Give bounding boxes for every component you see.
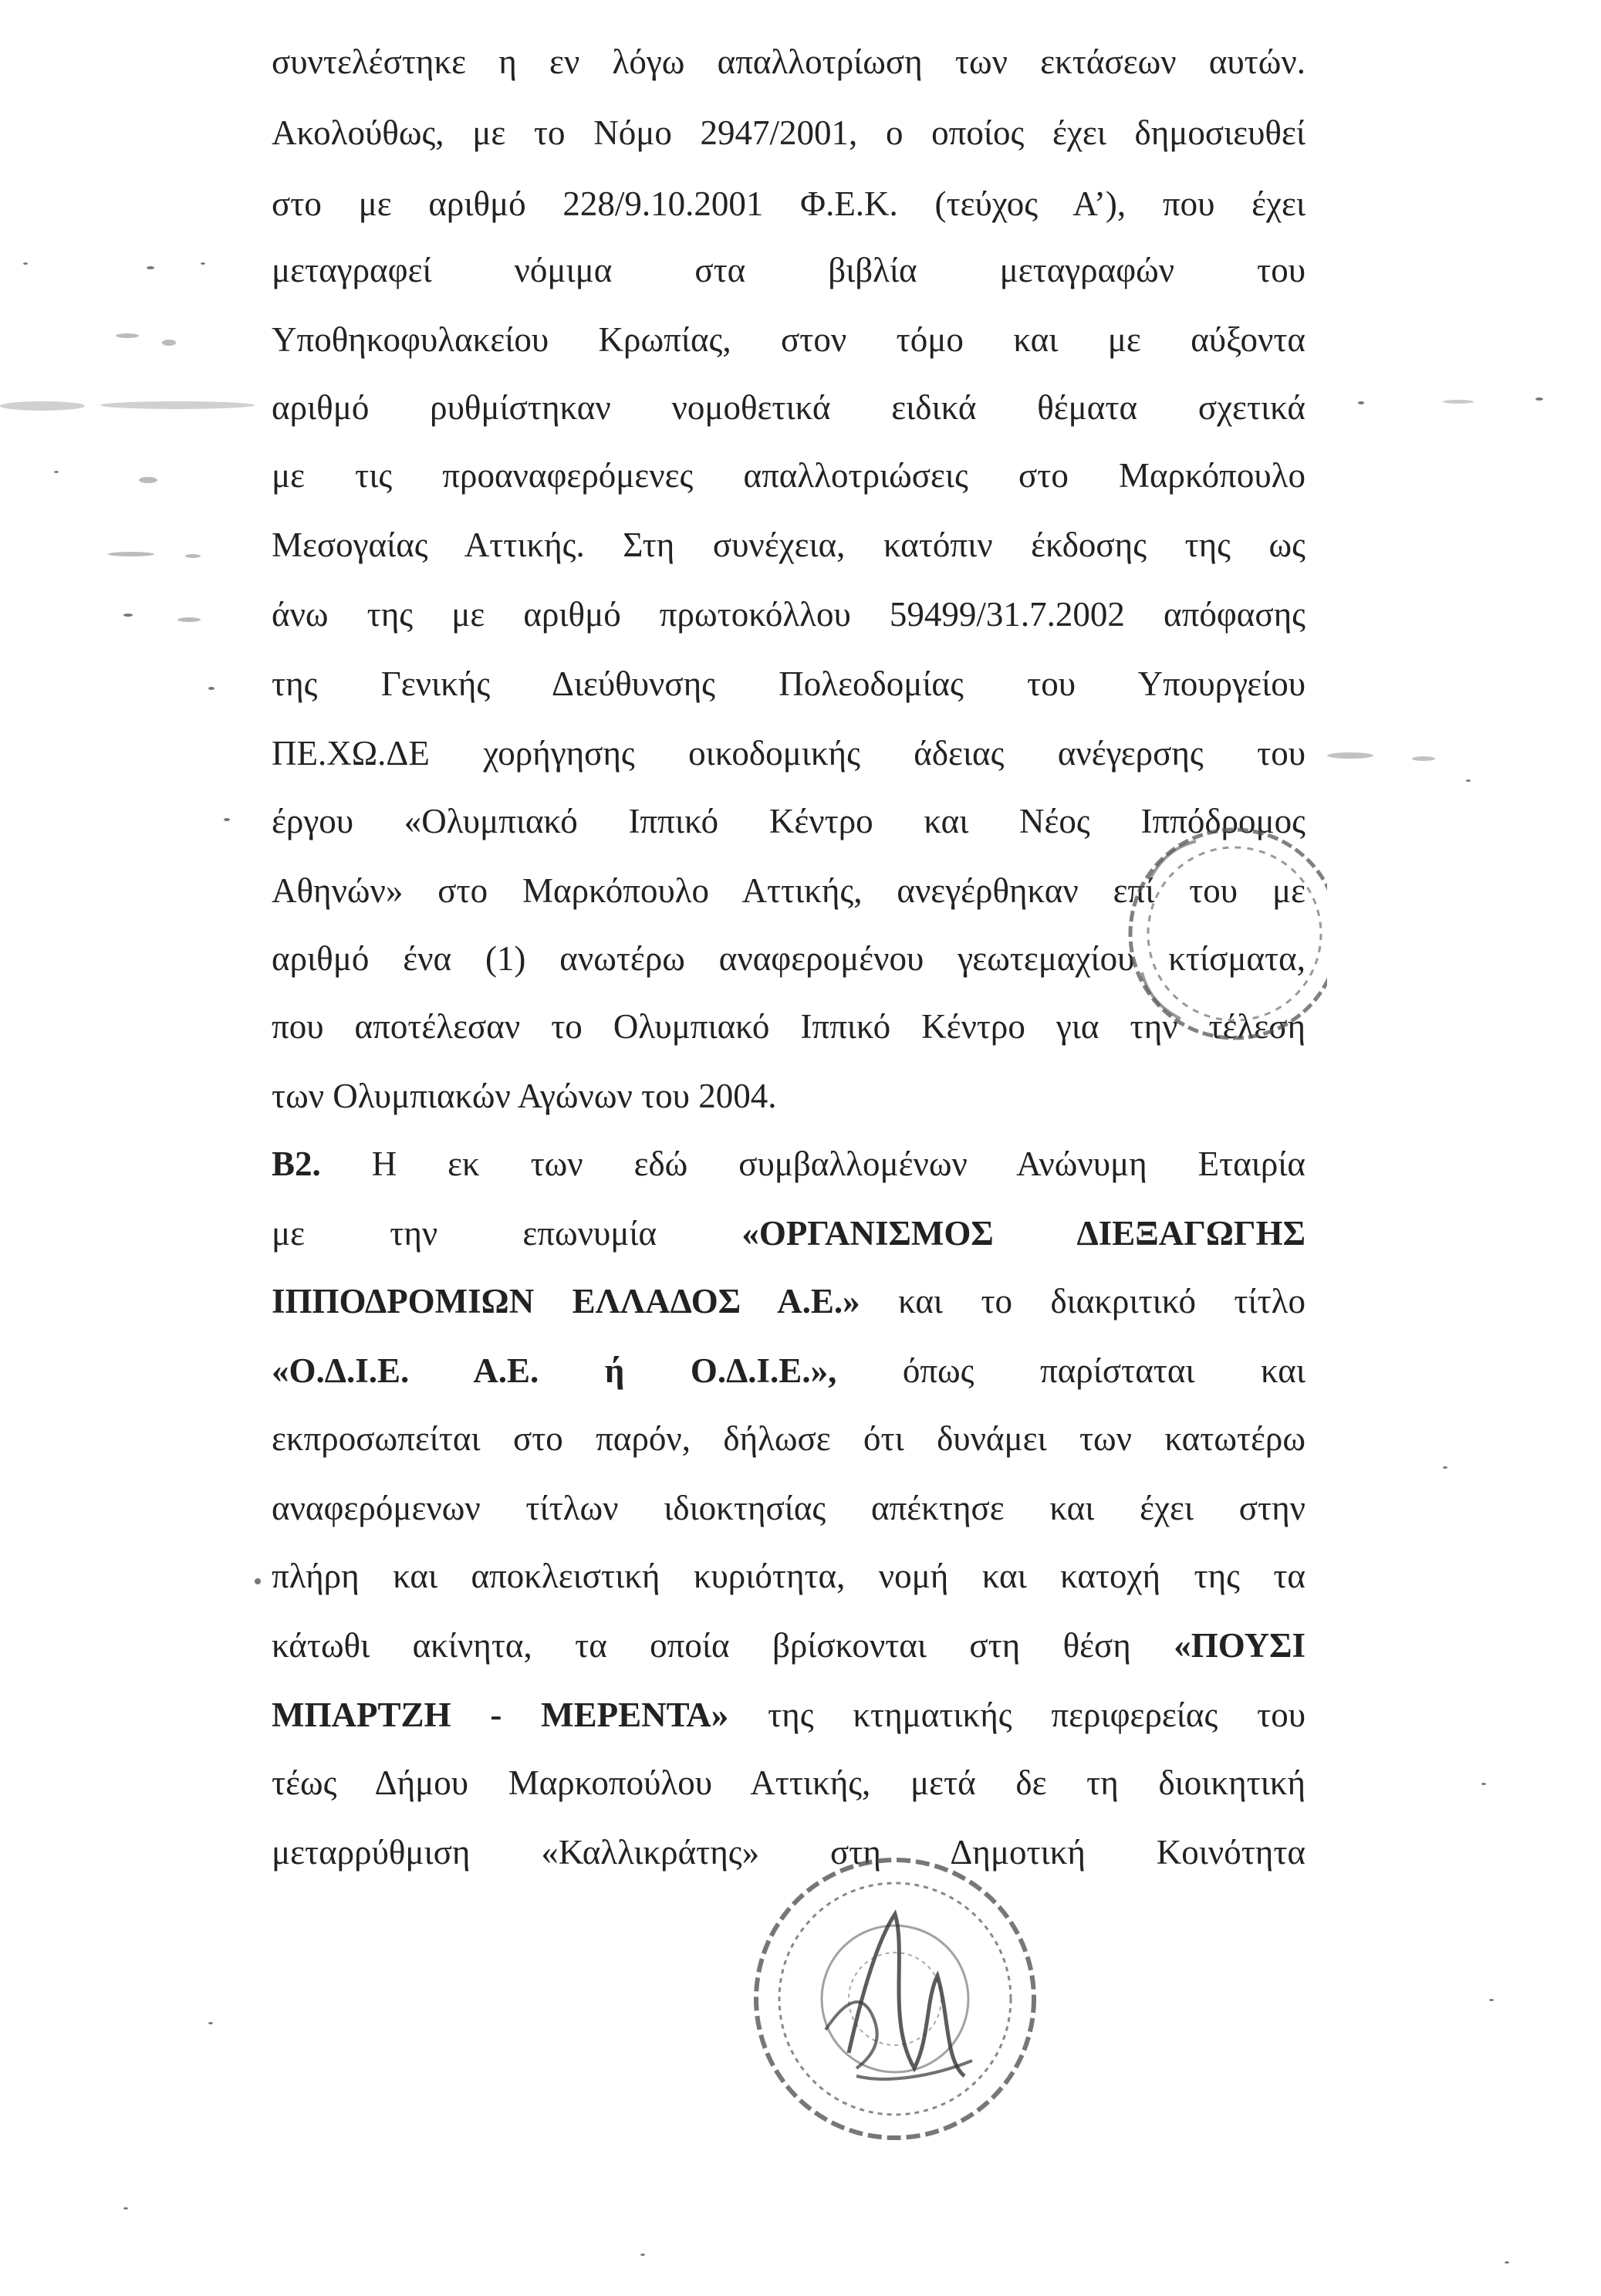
scan-speckle [147,266,154,269]
scan-speckle [177,617,201,622]
text-line: άνω της με αριθμό πρωτοκόλλου 59499/31.7.2002 απόφασης [272,595,1305,634]
scan-speckle [1327,752,1373,759]
scan-speckle [224,818,230,821]
location-name-bold: ΜΠΑΡΤΖΗ - ΜΕΡΕΝΤΑ» [272,1696,729,1734]
scan-speckle [1481,1783,1486,1785]
scan-speckle [640,2254,645,2256]
scan-speckle [201,262,205,265]
scan-speckle [208,2022,213,2024]
scan-speckle [23,262,28,265]
section-b2-line [272,1348,1305,1394]
section-b2-line: αναφερόμενων τίτλων ιδιοκτησίας απέκτησε και έχει στην [272,1489,1305,1527]
scan-speckle [123,2207,128,2210]
section-b2-line [272,1692,1305,1738]
scan-speckle [139,477,157,483]
section-label: Β2. [272,1145,321,1183]
scan-speckle [1489,1999,1494,2001]
section-b2-line: μεταρρύθμιση «Καλλικράτης» στη Δημοτική Κοινότητα [272,1833,1305,1872]
scan-speckle [1505,2261,1509,2264]
text-line: συντελέστηκε η εν λόγω απαλλοτρίωση των εκτάσεων αυτών. [272,42,1305,81]
scan-speckle [100,401,255,409]
text-line: έργου «Ολυμπιακό Ιππικό Κέντρο και Νέος Ιππόδρομος [272,802,1305,840]
text-line: Μεσογαίας Αττικής. Στη συνέχεια, κατόπιν έκδοσης της ως [272,526,1305,564]
section-text: με την επωνυμία [272,1214,657,1253]
section-b2-line [272,1210,1305,1256]
text-line: αριθμό ρυθμίστηκαν νομοθετικά ειδικά θέματα σχετικά [272,388,1305,427]
text-line: Αθηνών» στο Μαρκόπουλο Αττικής, ανεγέρθηκαν επί του με [272,871,1305,910]
scan-speckle [0,401,85,411]
section-text: Η εκ των εδώ συμβαλλομένων Ανώνυμη Εταιρία [371,1145,1305,1183]
section-b2-line [272,1278,1305,1324]
section-text: και το διακριτικό τίτλο [898,1282,1305,1320]
text-line: Υποθηκοφυλακείου Κρωπίας, στον τόμο και με αύξοντα [272,320,1305,359]
scan-speckle [208,687,214,690]
section-b2-line [272,1622,1305,1669]
section-text: της κτηματικής περιφερείας του [768,1696,1305,1734]
section-b2-line [272,1141,1305,1187]
scan-speckle [1443,1466,1447,1469]
section-text: όπως παρίσταται και [902,1351,1305,1390]
scan-speckle [1466,779,1471,782]
scan-speckle [162,340,176,346]
text-line: ΠΕ.ΧΩ.ΔΕ χορήγησης οικοδομικής άδειας ανέγερσης του [272,734,1305,773]
text-line: μεταγραφεί νόμιμα στα βιβλία μεταγραφών του [272,251,1305,289]
right-seal-stamp [1080,818,1327,1050]
text-line: Ακολούθως, με το Νόμο 2947/2001, ο οποίος έχει δημοσιευθεί [272,113,1305,152]
company-name-bold: «ΟΡΓΑΝΙΣΜΟΣ ΔΙΕΞΑΓΩΓΗΣ [741,1214,1305,1253]
text-line: με τις προαναφερόμενες απαλλοτριώσεις στο Μαρκόπουλο [272,456,1305,495]
text-line: της Γενικής Διεύθυνσης Πολεοδομίας του Υπουργείου [272,664,1305,703]
section-b2-line: πλήρη και αποκλειστική κυριότητα, νομή και κατοχή της τα [272,1557,1305,1595]
scan-speckle [1535,397,1543,401]
text-line: που αποτέλεσαν το Ολυμπιακό Ιππικό Κέντρο για την τέλεση [272,1007,1305,1046]
section-text: κάτωθι ακίνητα, τα οποία βρίσκονται στη θέση [272,1626,1131,1665]
scan-speckle [255,1578,261,1584]
scan-speckle [54,471,59,473]
bottom-seal-stamp [733,1845,1057,2153]
section-b2-line: τέως Δήμου Μαρκοπούλου Αττικής, μετά δε τη διοικητική [272,1763,1305,1802]
scan-speckle [123,614,133,617]
section-b2-line: εκπροσωπείται στο παρόν, δήλωσε ότι δυνάμει των κατωτέρω [272,1419,1305,1458]
scan-speckle [1412,756,1435,761]
scan-speckle [116,333,139,338]
company-name-bold: ΙΠΠΟΔΡΟΜΙΩΝ ΕΛΛΑΔΟΣ Α.Ε.» [272,1282,860,1320]
location-name-bold: «ΠΟΥΣΙ [1174,1626,1306,1665]
text-line: των Ολυμπιακών Αγώνων του 2004. [272,1077,777,1115]
scan-speckle [108,552,154,556]
text-line: στο με αριθμό 228/9.10.2001 Φ.Ε.Κ. (τεύχος Α’), που έχει [272,184,1305,223]
scan-speckle [185,554,201,558]
company-abbrev-bold: «Ο.Δ.Ι.Ε. Α.Ε. ή Ο.Δ.Ι.Ε.», [272,1351,837,1390]
text-line: αριθμό ένα (1) ανωτέρω αναφερομένου γεωτεμαχίου κτίσματα, [272,939,1305,978]
scan-speckle [1443,400,1474,404]
scan-speckle [1358,401,1364,404]
